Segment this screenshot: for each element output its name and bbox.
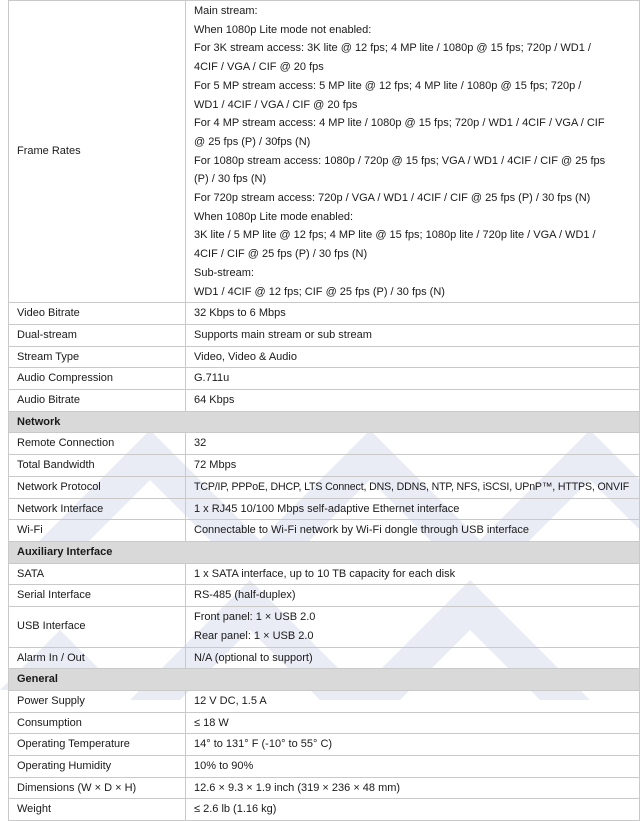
row-value: RS-485 (half-duplex) — [186, 585, 640, 607]
row-value: 1 x SATA interface, up to 10 TB capacity for each disk — [186, 563, 640, 585]
row-value: ≤ 18 W — [186, 712, 640, 734]
section-header-general — [9, 669, 640, 691]
row-value: 14° to 131° F (-10° to 55° C) — [186, 734, 640, 756]
usb-rear-panel: Rear panel: 1 × USB 2.0 — [194, 629, 314, 642]
frame-rates-line: Sub-stream: — [194, 266, 254, 279]
table-row — [9, 346, 640, 368]
table-row — [9, 712, 640, 734]
table-row — [9, 647, 640, 669]
frame-rates-line: 4CIF / VGA / CIF @ 20 fps — [194, 61, 324, 74]
table-row — [9, 476, 640, 498]
frame-rates-line: 4CIF / CIF @ 25 fps (P) / 30 fps (N) — [194, 248, 368, 261]
frame-rates-line: For 5 MP stream access: 5 MP lite @ 12 fps; 4 MP lite / 1080p @ 15 fps; 720p / — [194, 79, 582, 92]
row-label-frame-rates: Frame Rates — [9, 1, 186, 303]
table-row — [9, 799, 640, 821]
frame-rates-line: When 1080p Lite mode not enabled: — [194, 23, 372, 36]
row-label: Serial Interface — [9, 585, 186, 607]
frame-rates-line: For 3K stream access: 3K lite @ 12 fps; 4 MP lite / 1080p @ 15 fps; 720p / WD1 / — [194, 42, 591, 55]
row-label: Video Bitrate — [9, 303, 186, 325]
row-label: Dual-stream — [9, 324, 186, 346]
section-title: Auxiliary Interface — [9, 541, 640, 563]
table-row — [9, 303, 640, 325]
row-value: 32 — [186, 433, 640, 455]
row-label: USB Interface — [9, 607, 186, 647]
row-value: 64 Kbps — [186, 390, 640, 412]
table-row — [9, 433, 640, 455]
row-label: Network Protocol — [9, 476, 186, 498]
table-row — [9, 690, 640, 712]
row-value: 32 Kbps to 6 Mbps — [186, 303, 640, 325]
frame-rates-value — [186, 1, 640, 303]
section-title: General — [9, 669, 640, 691]
usb-front-panel: Front panel: 1 × USB 2.0 — [194, 611, 316, 624]
table-row — [9, 734, 640, 756]
row-label: Stream Type — [9, 346, 186, 368]
row-label: SATA — [9, 563, 186, 585]
frame-rates-line: For 1080p stream access: 1080p / 720p @ 15 fps; VGA / WD1 / 4CIF / CIF @ 25 fps — [194, 154, 606, 167]
row-value: N/A (optional to support) — [186, 647, 640, 669]
table-row — [9, 585, 640, 607]
row-value: Video, Video & Audio — [186, 346, 640, 368]
table-row — [9, 498, 640, 520]
table-row — [9, 520, 640, 542]
table-row — [9, 777, 640, 799]
row-value: Connectable to Wi-Fi network by Wi-Fi dongle through USB interface — [186, 520, 640, 542]
row-label: Network Interface — [9, 498, 186, 520]
usb-value — [186, 607, 640, 647]
row-label: Audio Bitrate — [9, 390, 186, 412]
frame-rates-line: When 1080p Lite mode enabled: — [194, 210, 354, 223]
row-value: Supports main stream or sub stream — [186, 324, 640, 346]
frame-rates-line: (P) / 30 fps (N) — [194, 173, 267, 186]
table-row — [9, 455, 640, 477]
row-value: TCP/IP, PPPoE, DHCP, LTS Connect, DNS, DDNS, NTP, NFS, iSCSI, UPnP™, HTTPS, ONVIF — [186, 476, 640, 498]
row-value: 12.6 × 9.3 × 1.9 inch (319 × 236 × 48 mm) — [186, 777, 640, 799]
frame-rates-line: WD1 / 4CIF @ 12 fps; CIF @ 25 fps (P) / 30 fps (N) — [194, 285, 445, 298]
table-row — [9, 563, 640, 585]
row-value: ≤ 2.6 lb (1.16 kg) — [186, 799, 640, 821]
section-title: Network — [9, 411, 640, 433]
frame-rates-line: For 4 MP stream access: 4 MP lite / 1080p @ 15 fps; 720p / WD1 / 4CIF / VGA / CIF — [194, 117, 605, 130]
table-row — [9, 756, 640, 778]
row-label: Operating Humidity — [9, 756, 186, 778]
frame-rates-line: For 720p stream access: 720p / VGA / WD1 / 4CIF / CIF @ 25 fps (P) / 30 fps (N) — [194, 192, 591, 205]
row-value: 10% to 90% — [186, 756, 640, 778]
spec-table — [8, 0, 640, 821]
row-value: G.711u — [186, 368, 640, 390]
table-row — [9, 390, 640, 412]
table-row — [9, 324, 640, 346]
section-header-auxiliary — [9, 541, 640, 563]
row-label: Wi-Fi — [9, 520, 186, 542]
frame-rates-line: Main stream: — [194, 5, 258, 17]
table-row — [9, 1, 640, 303]
frame-rates-line: 3K lite / 5 MP lite @ 12 fps; 4 MP lite @ 15 fps; 1080p lite / 720p lite / VGA / WD1 / — [194, 229, 596, 242]
frame-rates-line: WD1 / 4CIF / VGA / CIF @ 20 fps — [194, 98, 358, 111]
row-label: Weight — [9, 799, 186, 821]
row-label: Total Bandwidth — [9, 455, 186, 477]
row-value: 1 x RJ45 10/100 Mbps self-adaptive Ethernet interface — [186, 498, 640, 520]
table-row — [9, 368, 640, 390]
row-label: Consumption — [9, 712, 186, 734]
row-value: 72 Mbps — [186, 455, 640, 477]
frame-rates-line: @ 25 fps (P) / 30fps (N) — [194, 135, 311, 148]
table-row — [9, 607, 640, 647]
row-value: 12 V DC, 1.5 A — [186, 690, 640, 712]
row-label: Operating Temperature — [9, 734, 186, 756]
row-label: Alarm In / Out — [9, 647, 186, 669]
section-header-network — [9, 411, 640, 433]
row-label: Dimensions (W × D × H) — [9, 777, 186, 799]
row-label: Remote Connection — [9, 433, 186, 455]
row-label: Audio Compression — [9, 368, 186, 390]
row-label: Power Supply — [9, 690, 186, 712]
